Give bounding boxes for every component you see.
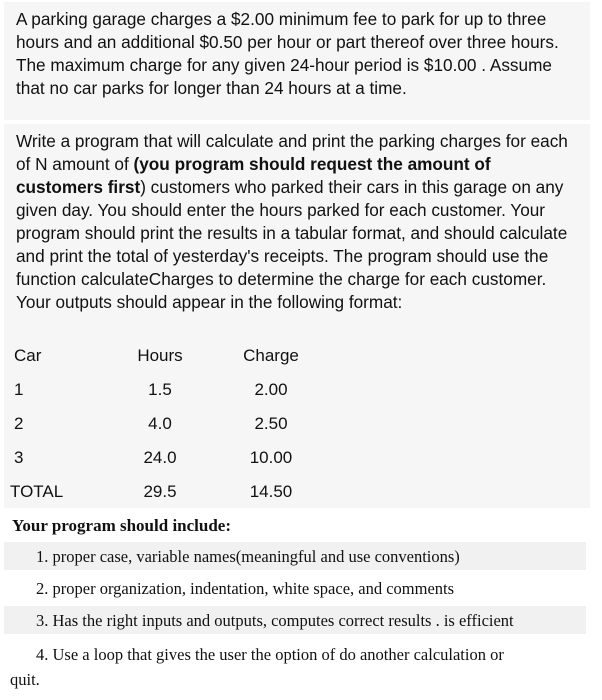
- task-text-2: ) customers who parked their cars in this garage on any given day. You should enter the hours parked for each customer. Your program should print the results in a tabular format, and should calculate and print the total of yesterday's receipts. The program should use the function calculateCharges to determine the charge for each customer. Your outputs should appear in the following format:: [16, 177, 568, 312]
- header-car: Car: [14, 346, 42, 365]
- charge-cell: 2.50: [254, 414, 288, 433]
- requirement-item: 4. Use a loop that gives the user the option of do another calculation or: [36, 645, 504, 664]
- task-text-bold: (you program should request the amount of customers first: [16, 154, 491, 197]
- hours-cell: 24.0: [143, 448, 177, 467]
- header-hours: Hours: [137, 346, 183, 365]
- requirement-item: 1. proper case, variable names(meaningful and use conventions): [36, 547, 460, 566]
- car-cell: 1: [14, 380, 24, 399]
- charge-cell: 2.00: [254, 380, 288, 399]
- table-row: [14, 414, 414, 438]
- car-cell: 2: [14, 414, 24, 433]
- requirement-item: 2. proper organization, indentation, white space, and comments: [36, 579, 455, 598]
- table-header-row: [14, 346, 414, 370]
- charge-cell: 10.00: [249, 448, 293, 467]
- total-charge: 14.50: [249, 482, 293, 501]
- task-paragraph: [16, 130, 580, 314]
- total-label: TOTAL: [10, 482, 64, 501]
- requirements-heading: Your program should include:: [12, 516, 231, 535]
- header-charge: Charge: [243, 346, 299, 365]
- requirement-item: 3. Has the right inputs and outputs, computes correct results . is efficient: [36, 611, 514, 630]
- requirement-item-continuation: quit.: [10, 670, 40, 689]
- task-text-1: Write a program that will calculate and print the parking charges for each of N amount of: [16, 131, 568, 174]
- hours-cell: 4.0: [148, 414, 172, 433]
- table-row: [14, 448, 414, 472]
- hours-cell: 1.5: [148, 380, 172, 399]
- table-total-row: [10, 482, 410, 506]
- car-cell: 3: [14, 448, 24, 467]
- intro-paragraph: A parking garage charges a $2.00 minimum fee to park for up to three hours and an additional $0.50 per hour or part thereof over three hours. The maximum charge for any given 24-hour period is $10.00 . Assume that no car parks for longer than 24 hours at a time.: [16, 9, 559, 98]
- total-hours: 29.5: [143, 482, 177, 501]
- table-row: [14, 380, 414, 404]
- intro-block: [4, 2, 590, 120]
